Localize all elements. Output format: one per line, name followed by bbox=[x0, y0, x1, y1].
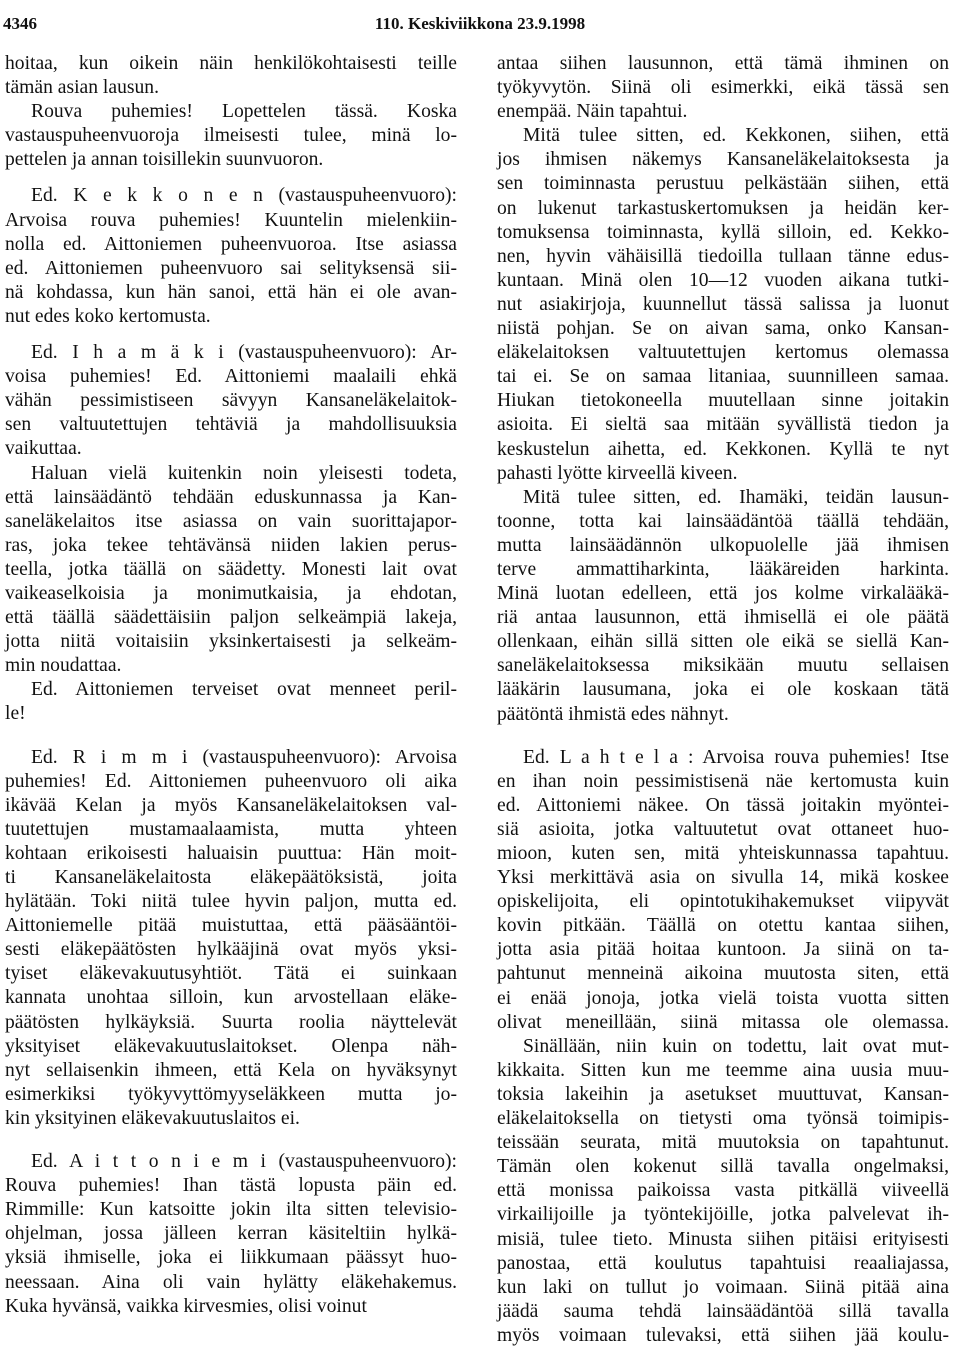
text-line: sesti eläkepäätösten hylkääjinä ovat myös yksi- bbox=[5, 939, 457, 961]
text-line: työkyvytön. Siinä oli esimerkki, eikä tässä sen bbox=[497, 77, 949, 99]
text-line: tai ei. Se on samaa litaniaa, suunnilleen samaa. bbox=[497, 366, 949, 388]
text-line: keskustelun aihetta, ed. Kekkonen. Kyllä te nyt bbox=[497, 438, 949, 460]
text-line: misiä, tulee tieto. Minusta siihen pitäisi erityisesti bbox=[497, 1228, 949, 1250]
text-line: ras, joka tekee tehtävänsä niiden lakien perus- bbox=[5, 534, 457, 556]
text-line: hylätään. Toki niitä tulee hyvin paljon, mutta ed. bbox=[5, 891, 457, 913]
text-line: eläkelaitoksen valtuutettujen kertomus olemassa bbox=[497, 342, 949, 364]
text-line: päätöntä ihmistä edes nähnyt. bbox=[497, 703, 729, 725]
text-line: esimerkiksi työkyvyttömyyseläkkeen mutta jo- bbox=[5, 1083, 457, 1105]
text-line: että täällä säädettäisiin paljon selkeämpiä lakeja, bbox=[5, 607, 457, 629]
text-line: niistä pohjan. Se on aivan sama, onko Kansan- bbox=[497, 318, 949, 340]
text-line: yksityiset eläkevakuutuslaitokset. Olenpa näh- bbox=[5, 1035, 457, 1057]
text-line: en ihan noin pessimistisenä näe kertomusta kuin bbox=[497, 770, 949, 792]
text-line: Kuka hyvänsä, vaikka kirvesmies, olisi voinut bbox=[5, 1295, 367, 1317]
text-line: pahasti lyötte kirveellä kiveen. bbox=[497, 462, 738, 484]
text-line: Minä luotan edelleen, että jos kolme virkalääkä- bbox=[497, 583, 949, 605]
text-line: mutta lainsäädännön ulkopuolelle jää ihmisen bbox=[497, 534, 949, 556]
text-line: yksiä ihmiselle, joka ei liikkumaan päässyt huo- bbox=[5, 1247, 457, 1269]
paragraph-gap bbox=[497, 727, 949, 746]
text-line: kuntaan. Minä olen 10—12 vuoden aikana tutki- bbox=[497, 269, 949, 291]
text-line: ed. Aittoniemi näkee. On tässä joitakin myöntei- bbox=[497, 794, 949, 816]
text-line: vaikuttaa. bbox=[5, 438, 82, 460]
text-line: jos ihmisen näkemys Kansaneläkelaitoksesta ja bbox=[497, 149, 949, 171]
text-line: kannata unohtaa silloin, kun arvostellaan eläke- bbox=[5, 987, 457, 1009]
text-line: Hiukan tietokoneella muutellaan sinne joitakin bbox=[497, 390, 949, 412]
text-line: kun laki on tullut jo voimaan. Siinä pitää aina bbox=[497, 1276, 949, 1298]
text-line: Rouva puhemies! Ihan tästä lopusta päin ed. bbox=[5, 1175, 457, 1197]
text-line: voisa puhemies! Ed. Aittoniemi maalaili ehkä bbox=[5, 366, 457, 388]
page-header bbox=[0, 14, 960, 44]
text-line: opiskelijoita, eli opintotukihakemukset viipyvät bbox=[497, 891, 949, 913]
text-line: saneläkelaitoksessa miksikään muutu sellaisen bbox=[497, 655, 949, 677]
text-line: tämän asian lausun. bbox=[5, 77, 159, 99]
text-line: ohjelman, jossa jälleen kerran käsiteltiin hylkä- bbox=[5, 1223, 457, 1245]
text-line: Mitä tulee sitten, ed. Kekkonen, siihen, että bbox=[523, 125, 949, 147]
text-line: jotta niitä voitaisiin yksinkertaisesti ja selkeäm- bbox=[5, 631, 457, 653]
text-line: kohtaan erikoisesti haluaisin puuttua: Hän moit- bbox=[5, 842, 457, 864]
text-line: saneläkelaitos itse asiassa on vain suorittajapor- bbox=[5, 510, 457, 532]
text-line: sen valtuutettujen tehtäviä ja mahdollisuuksia bbox=[5, 414, 457, 436]
text-line: nolla ed. Aittoniemen puheenvuoroa. Itse asiassa bbox=[5, 233, 457, 255]
paragraph-gap bbox=[5, 727, 457, 746]
text-line: Ed. L a h t e l a : Arvoisa rouva puhemies! Itse bbox=[523, 746, 949, 768]
text-line: on lukenut tarkastuskertomuksen ja heidän ker- bbox=[497, 197, 949, 219]
text-line: neessaan. Aina oli vain hylätty eläkehakemus. bbox=[5, 1271, 457, 1293]
text-line: Haluan vielä kuitenkin noin yleisesti todeta, bbox=[31, 462, 457, 484]
page-number: 4346 bbox=[3, 14, 37, 33]
text-line: panostaa, että koulutus tapahtuisi reaaliajassa, bbox=[497, 1252, 949, 1274]
text-line: terve ammattiharkinta, lääkäreiden harkinta. bbox=[497, 558, 949, 580]
text-line: Ed. R i m m i (vastauspuheenvuoro): Arvoisa bbox=[31, 746, 457, 768]
text-line: Tämän olen kokenut sillä tavalla ongelmaksi, bbox=[497, 1156, 949, 1178]
text-line: teella, jotka täällä on säädetty. Monesti lait ovat bbox=[5, 558, 457, 580]
text-line: tuutettujen mustamaalaamista, mutta yhteen bbox=[5, 818, 457, 840]
text-line: riä antaa lausunnon, että ihmisellä ei ole päätä bbox=[497, 607, 949, 629]
text-line: Ed. I h a m ä k i (vastauspuheenvuoro): Ar- bbox=[31, 342, 457, 364]
text-line: nyt sellaisenkin ihmeen, että Kela on hyväksynyt bbox=[5, 1059, 457, 1081]
text-line: kovin pitkään. Täällä on otettu kantaa siihen, bbox=[497, 915, 949, 937]
text-line: asioita. Ei sieltä saa mitään syvällistä tiedon ja bbox=[497, 414, 949, 436]
text-line: min noudattaa. bbox=[5, 655, 122, 677]
text-line: kikkaita. Sitten kun me teemme aina uusia muu- bbox=[497, 1059, 949, 1081]
text-line: nut edes koko kertomusta. bbox=[5, 305, 211, 327]
session-title: 110. Keskiviikkona 23.9.1998 bbox=[374, 14, 586, 33]
text-line: enempää. Näin tapahtui. bbox=[497, 101, 688, 123]
text-line: myös voimaan tulevaksi, että siihen jää koulu- bbox=[497, 1324, 949, 1346]
text-line: Sinällään, niin kuin on todettu, lait ovat mut- bbox=[523, 1035, 949, 1057]
text-line: le! bbox=[5, 703, 26, 725]
text-line: ollenkaan, eihän sillä sitten ole eikä se siellä Kan- bbox=[497, 631, 949, 653]
paragraph-gap bbox=[5, 1131, 457, 1150]
text-line: tyiset eläkevakuutusyhtiöt. Tätä ei suinkaan bbox=[5, 963, 457, 985]
text-line: mioon, kuten sen, mitä yhteiskunnassa tapahtuu. bbox=[497, 843, 949, 864]
text-line: ei enää jonoja, jotka vielä toista vuotta sitten bbox=[497, 987, 949, 1009]
text-line: Rimmille: Kun katsoitte jokin ilta sitten televisio- bbox=[5, 1199, 457, 1221]
text-line: ti Kansaneläkelaitosta eläkepäätöksistä, joita bbox=[5, 867, 457, 888]
text-line: Ed. A i t t o n i e m i (vastauspuheenvuoro): bbox=[31, 1151, 457, 1173]
text-line: kin yksityinen eläkevakuutuslaitos ei. bbox=[5, 1107, 300, 1129]
left-column bbox=[5, 52, 457, 1319]
text-line: jotta asia pitää hoitaa kuntoon. Ja siinä on ta- bbox=[497, 939, 949, 961]
text-line: pettelen ja annan toisillekin suunvuoron. bbox=[5, 149, 324, 171]
text-line: eläkelaitoksella on tietysti oma työnsä toimipis- bbox=[497, 1108, 949, 1130]
text-line: olivat meneillään, siinä mitassa ole olemassa. bbox=[497, 1011, 949, 1033]
text-line: että monissa paikoissa vasta pitkällä viiveellä bbox=[497, 1180, 949, 1202]
text-line: nen, hyvin vähäisillä tiedoilla tullaan tänne edus- bbox=[497, 245, 949, 267]
paragraph-gap bbox=[5, 172, 457, 184]
text-line: virkailijoille ja työntekijöille, jotka palvelevat ih- bbox=[497, 1204, 949, 1226]
text-line: vähän pessimistiseen sävyyn Kansaneläkelaitok- bbox=[5, 390, 457, 412]
text-line: nä kohdassa, kun hän sanoi, että hän ei ole avan- bbox=[5, 281, 457, 303]
text-line: Ed. Aittoniemen terveiset ovat menneet peril- bbox=[31, 679, 457, 701]
text-line: Yksi merkittävä asia on sivulla 14, mikä koskee bbox=[497, 867, 949, 889]
text-line: tomuksensa toiminnasta, kyllä silloin, ed. Kekko- bbox=[497, 221, 949, 243]
right-column bbox=[497, 52, 949, 1348]
text-line: ikävää Kelan ja myös Kansaneläkelaitoksen val- bbox=[5, 794, 457, 816]
text-line: Mitä tulee sitten, ed. Ihamäki, teidän lausun- bbox=[523, 486, 949, 508]
text-line: toonne, totta kai lainsäädäntöä täällä tehdään, bbox=[497, 510, 949, 532]
text-line: jäädä sauma tehdä lainsäädäntöä sillä tavalla bbox=[497, 1300, 949, 1322]
text-line: toksia lakeihin ja asetukset muuttuvat, Kansan- bbox=[497, 1083, 949, 1105]
text-line: päätösten hylkäyksiä. Suurta roolia näyttelevät bbox=[5, 1011, 457, 1033]
text-line: hoitaa, kun oikein näin henkilökohtaisesti teille bbox=[5, 53, 457, 74]
text-line: lääkärin lausumana, joka ei ole koskaan tätä bbox=[497, 679, 949, 701]
text-line: nut asiakirjoja, kuunnellut tässä salissa ja luonut bbox=[497, 293, 949, 315]
text-line: ed. Aittoniemen puheenvuoro sai selityksensä sii- bbox=[5, 257, 457, 279]
text-line: puhemies! Ed. Aittoniemen puheenvuoro oli aika bbox=[5, 770, 457, 792]
text-line: antaa siihen lausunnon, että tämä ihminen on bbox=[497, 53, 949, 74]
paragraph-gap bbox=[5, 329, 457, 341]
text-line: siä asioita, jotka valtuutetut ovat ottaneet huo- bbox=[497, 818, 949, 840]
text-line: Ed. K e k k o n e n (vastauspuheenvuoro): bbox=[31, 185, 457, 207]
text-line: Aittoniemelle pitää muistuttaa, että pääsääntöi- bbox=[5, 915, 457, 937]
text-line: vastauspuheenvuoroja ilmeisesti tulee, minä lo- bbox=[5, 125, 457, 147]
text-line: sen toiminnasta perustuu pelkästään siihen, että bbox=[497, 173, 949, 195]
text-line: teissään seurata, mitä muutoksia on tapahtunut. bbox=[497, 1132, 949, 1154]
text-line: Rouva puhemies! Lopettelen tässä. Koska bbox=[31, 101, 457, 123]
text-line: että lainsäädäntö tehdään eduskunnassa ja Kan- bbox=[5, 486, 457, 508]
text-line: Arvoisa rouva puhemies! Kuuntelin mielenkiin- bbox=[5, 209, 457, 231]
text-line: pahtunut menneinä aikoina muutosta siten, että bbox=[497, 963, 949, 985]
text-line: vaikeaselkoisia ja monimutkaisia, ja ehdotan, bbox=[5, 582, 457, 604]
